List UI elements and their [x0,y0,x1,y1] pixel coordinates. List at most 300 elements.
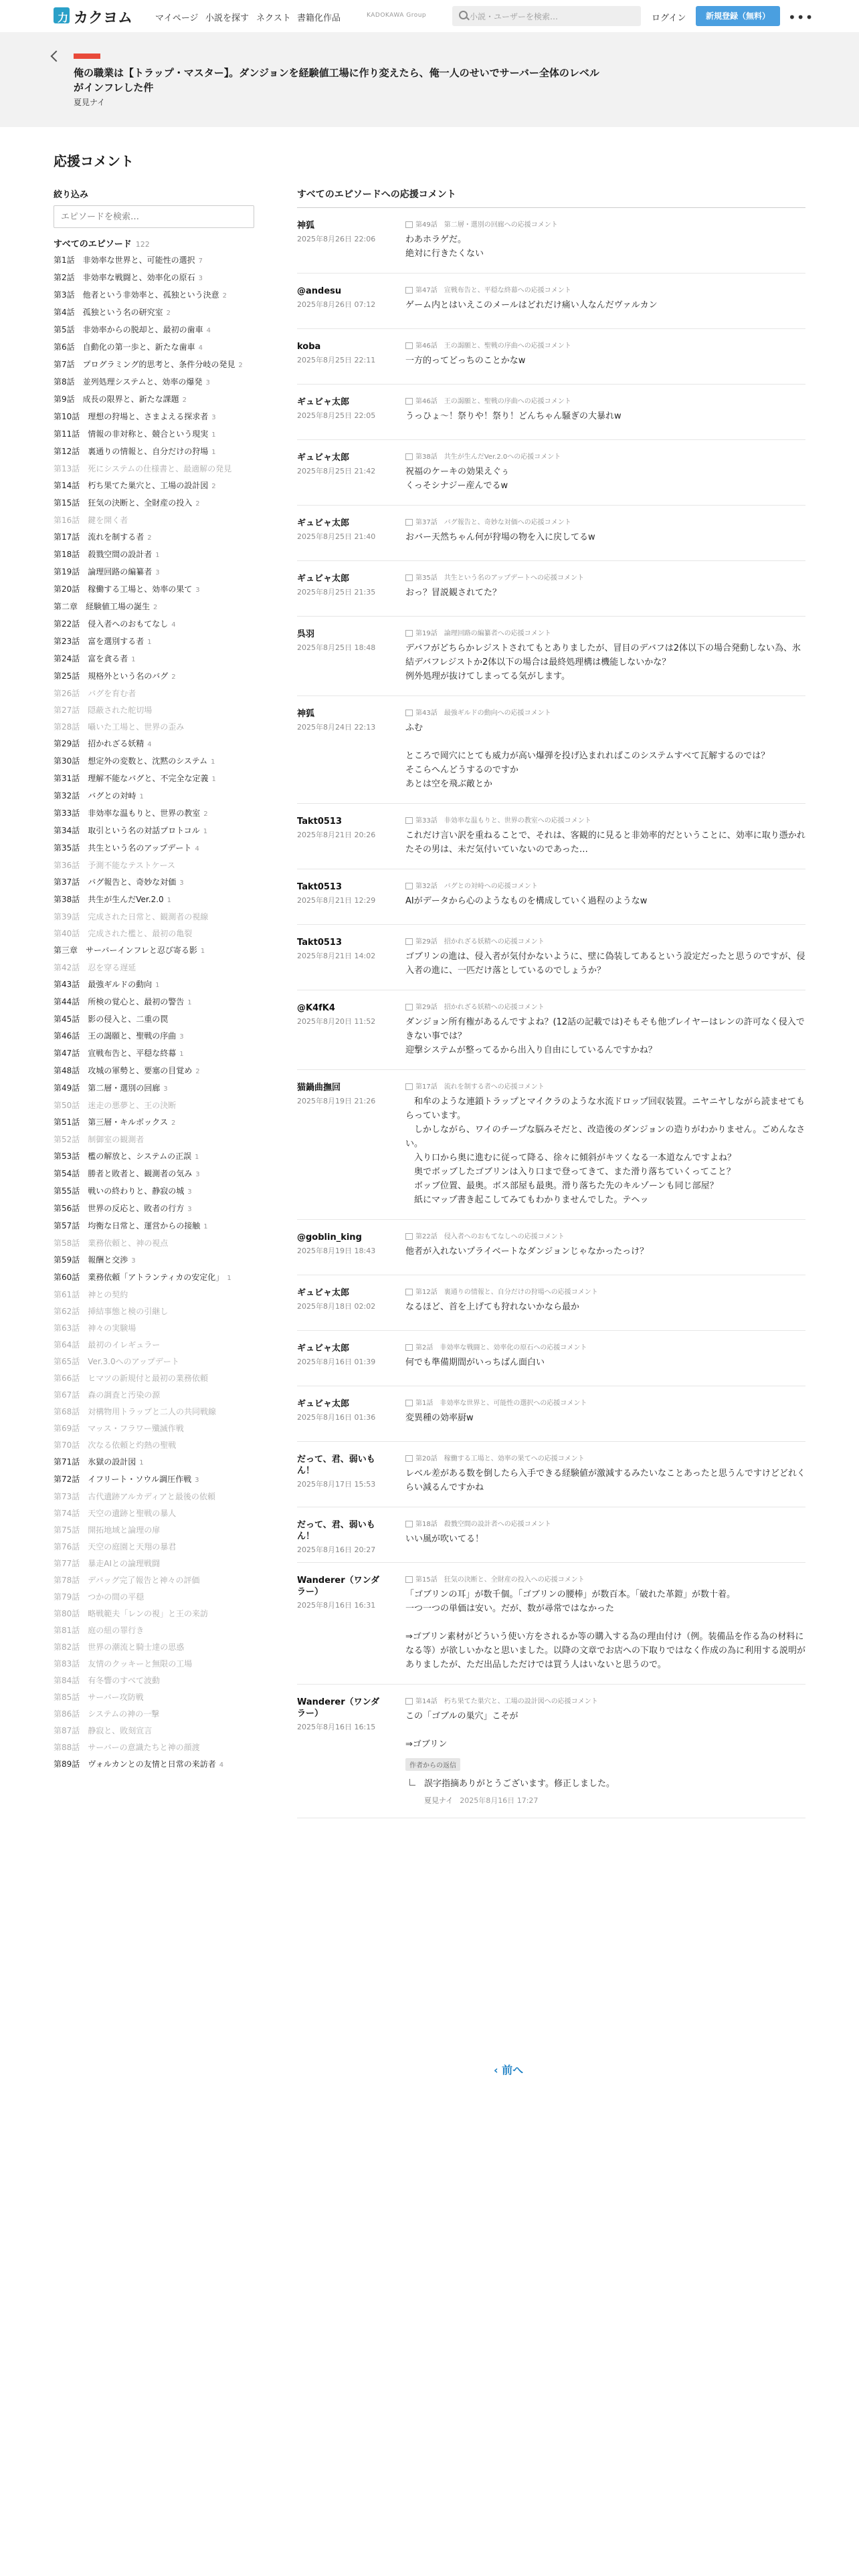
episode-filter-item[interactable] [54,1065,254,1077]
comment-user-name: ギュビャ太郎 [297,453,350,463]
episode-icon [405,710,413,716]
episode-filter-count: 2 [166,310,171,317]
episode-filter-item[interactable] [54,1608,254,1620]
episode-icon [405,817,413,824]
episode-filter-item[interactable] [54,1658,254,1670]
comment-episode-label: 第37話 バグ報告と、奇妙な対価への応援コメント [415,519,571,526]
episode-filter-item[interactable] [54,1440,254,1451]
comment-text: 和牟のような連鎖トラップとマイクラのような水流ドロップ回収装置。ニヤニヤしながら読ませてもらっています。 しかしながら、ワイのチープな脳みそだと、改造後のダンジョンの造りがわかりません。ごめんなさい。 入り口から奥に進むに従って降る、徐々に傾斜がキツくなる一本道なんですよね？ 奥でボッブしたゴブリンは入り口まで登ってきて、また滑り落ちていくってこと？ ボッブ位置、最奥。ボス部屋も最奥。滑り落ちた先のキルゾーンも同じ部屋？ 紙にマップ書き起こしてみてもわかりませんでした。テヘッ [405,1097,805,1205]
episode-filter-item[interactable] [54,255,254,267]
comment-user-name: 猫鍋曲撫回 [297,1083,341,1093]
episode-icon [405,883,413,889]
author-reply-name[interactable]: 夏見ナイ [424,1796,454,1805]
episode-filter-item[interactable] [54,515,254,526]
episode-filter-item[interactable] [54,1186,254,1198]
episode-filter-label: 第75話 開拓地域と論理の扉 [54,1525,161,1535]
episode-filter-label: 第27話 隠蔽された舵切場 [54,706,153,715]
episode-filter-item[interactable] [54,756,254,768]
episode-filter-label: 第84話 有冬響のすべて波動 [54,1676,161,1685]
episode-filter-item[interactable] [54,272,254,284]
episode-filter-label: 第2話 非効率な戦闘と、効率化の原石 [54,273,195,282]
episode-filter-item[interactable] [54,1759,254,1771]
comment-text: 何でも準備期間がいっちばん面白い [405,1358,545,1368]
episode-filter-count: 1 [211,431,216,439]
comment-date: 2025年8月19日 18:43 [297,1247,376,1255]
episode-filter-count: 1 [139,793,144,800]
episode-filter-count: 3 [179,1033,184,1041]
episode-filter-item[interactable] [54,307,254,319]
episode-filter-list [54,255,254,1771]
comment-episode-label: 第49話 第二層・選別の回廊への応援コメント [415,221,558,229]
page-title: 応援コメント [54,153,134,169]
comment-body [405,1001,805,1057]
episode-filter-count: 4 [206,327,211,334]
comment-episode-link[interactable] [405,1341,805,1352]
comment-body [405,880,805,908]
comment-episode-link[interactable] [405,395,805,405]
comment-date: 2025年8月16日 01:36 [297,1413,376,1422]
comment-user[interactable] [297,1232,384,1257]
comment-episode-link[interactable] [405,1286,805,1296]
comment-row [297,925,805,990]
episode-filter-count: 3 [211,414,216,421]
episode-filter-label: 第67話 森の調査と汚染の源 [54,1390,161,1400]
comment-user-name: ギュビャ太郎 [297,574,350,584]
episode-filter-item[interactable] [54,671,254,683]
episode-filter-label: 第3話 他者という非効率と、孤独という決意 [54,290,219,300]
episode-filter-label: 第4話 孤独という名の研究室 [54,308,163,317]
episode-filter-item[interactable] [54,843,254,855]
comment-episode-link[interactable] [405,516,805,526]
comment-body [405,284,805,312]
episode-filter-count: 1 [167,897,172,904]
episode-filter-count: 4 [171,621,176,629]
episode-filter-label: 第31話 理解不能なバグと、不完全な定義 [54,774,209,783]
episode-filter-label: 第37話 バグ報告と、奇妙な対価 [54,877,177,887]
episode-filter-item[interactable] [54,1048,254,1060]
comment-text: ふむ ところで岡穴にとても威力が高い爆弾を投げ込まれればこのシステムすべて瓦解するのでは？ そこらへんどうするのですか あとは空を飛ぶ敵とか [405,723,770,789]
episode-filter-item[interactable] [54,1168,254,1180]
comment-user-name: だって、君、弱いもん！ [297,1520,375,1541]
episode-filter-item[interactable] [54,1508,254,1519]
comment-user[interactable] [297,881,384,906]
episode-filter-label: 第48話 攻城の軍勢と、要塞の目覚め [54,1066,193,1075]
episode-filter-item[interactable] [54,722,254,733]
comment-user-name: @K4fK4 [297,1003,335,1013]
episode-filter-item[interactable] [54,324,254,336]
episode-filter-count: 3 [187,1188,192,1196]
comment-episode-label: 第43話 最強ギルドの動向への応援コメント [415,710,551,717]
comment-user-name: 神狐 [297,709,315,719]
kakuyomu-logo-mark[interactable]: 力 [54,7,70,23]
episode-filter-label: 第87話 静寂と、敗刻宣言 [54,1726,153,1735]
comment-episode-label: 第15話 狂気の決断と、全財産の投入への応援コメント [415,1576,585,1584]
comment-episode-label: 第29話 招かれざる妖精への応援コメント [415,938,545,946]
episode-filter-item[interactable] [54,1339,254,1351]
episode-filter-item[interactable] [54,290,254,302]
episode-filter-item[interactable] [54,705,254,716]
comment-episode-label: 第22話 侵入者へのおもてなしへの応援コメント [415,1233,565,1241]
episode-filter-count: 4 [195,845,199,853]
episode-filter-item[interactable] [54,1306,254,1317]
comment-user[interactable] [297,708,384,733]
episode-filter-label: 第6話 自動化の第一歩と、新たな歯車 [54,342,195,352]
episode-filter-label: 第25話 規格外という名のバグ [54,671,169,681]
episode-filter-count: 3 [205,379,210,387]
episode-filter-item[interactable] [54,688,254,700]
comment-episode-link[interactable] [405,1230,805,1241]
comment-episode-link[interactable] [405,1695,805,1705]
episode-filter-item[interactable] [54,1558,254,1570]
episode-filter-item[interactable] [54,1642,254,1653]
episode-icon [405,1400,413,1406]
signup-button[interactable]: 新規登録（無料） [696,6,780,26]
episode-filter-item[interactable] [54,962,254,974]
episode-filter-label: 第73話 古代遺跡アルカディアと最後の依頼 [54,1492,215,1501]
episode-filter-item[interactable] [54,1238,254,1249]
comment-user[interactable] [297,1002,384,1027]
comment-user[interactable] [297,452,384,477]
episode-filter-item[interactable] [54,1575,254,1586]
episode-filter-item[interactable] [54,894,254,906]
comment-episode-link[interactable] [405,340,805,350]
episode-filter-item[interactable] [54,911,254,923]
episode-filter-count: 3 [195,1171,200,1178]
comment-episode-link[interactable] [405,627,805,637]
episode-filter-item[interactable] [54,1117,254,1129]
episode-filter-item[interactable] [54,1100,254,1111]
search-placeholder[interactable]: 小説・ユーザーを検索… [470,12,559,21]
episode-filter-item[interactable] [54,1725,254,1737]
prev-page-link[interactable]: ‹ 前へ [494,2064,524,2076]
episode-filter-item[interactable] [54,480,254,492]
episode-filter-item[interactable] [54,945,254,957]
episode-filter-item[interactable] [54,790,254,802]
episode-filter-count: 2 [171,1119,176,1127]
back-arrow-icon[interactable] [51,51,62,62]
episode-filter-item[interactable] [54,1255,254,1267]
comment-user-name: ギュビャ太郎 [297,1344,350,1354]
comment-text: ダンジョン所有権があるんですよね？(12話の記載では)そもそも他プレイヤーはレンの許可なく侵入できない事では？ 迎撃システムが整ってるから出入り自由にしているんですかね？ [405,1017,805,1055]
author-reply-text: 誤字指摘ありがとうございます。修正しました。 [424,1779,615,1789]
episode-filter-label: 第三章 サーバーインフレと忍び寄る影 [54,946,197,955]
episode-filter-item[interactable] [54,584,254,596]
episode-filter-item[interactable] [54,429,254,441]
login-link[interactable]: ログイン [652,13,686,23]
episode-filter-all[interactable] [54,237,254,249]
episode-filter-item[interactable] [54,446,254,458]
comment-user[interactable] [297,1697,384,1733]
comment-text: これだけ言い訳を重ねることで、それは、客観的に見ると非効率的だということに、効率に取り憑かれたその男は、未だ気付いていないのであった… [405,831,805,855]
comment-episode-link[interactable] [405,1518,805,1528]
episode-filter-label: 第40話 完成された檻と、最初の亀裂 [54,929,193,938]
nav-next[interactable]: ネクスト [256,13,291,23]
episode-filter-item[interactable] [54,1083,254,1095]
comment-row [297,1386,805,1442]
episode-filter-count: 1 [200,948,205,955]
comment-body [405,1695,805,1806]
episode-search-input[interactable] [54,205,254,228]
episode-filter-item[interactable] [54,1675,254,1687]
episode-filter-count: 1 [155,552,160,559]
comment-user[interactable] [297,1519,384,1555]
episode-filter-label: 第62話 挿結事態と検の引継し [54,1307,169,1316]
comment-episode-link[interactable] [405,1574,805,1584]
comment-user[interactable] [297,1398,384,1423]
episode-filter-label: 第39話 完成された日常と、観測者の視線 [54,912,209,922]
episode-icon [405,1289,413,1295]
comment-episode-link[interactable] [405,451,805,461]
episode-filter-item[interactable] [54,1491,254,1503]
comment-user[interactable] [297,220,384,245]
comment-row [297,385,805,440]
episode-filter-label: 第69話 マッス・フラワー殲滅作戦 [54,1424,184,1433]
episode-filter-item[interactable] [54,1423,254,1434]
episode-filter-count: 1 [203,1223,208,1230]
episode-icon [405,1698,413,1705]
episode-filter-item[interactable] [54,566,254,578]
comment-row [297,1331,805,1386]
episode-filter-item[interactable] [54,996,254,1008]
episode-filter-label: 第78話 デバッグ完了報告と神々の評価 [54,1576,200,1585]
episode-filter-item[interactable] [54,1625,254,1636]
episode-filter-item[interactable] [54,1474,254,1486]
episode-filter-label: 第58話 業務依頼と、神の視点 [54,1239,169,1248]
episode-filter-count: 3 [195,1477,199,1484]
episode-filter-item[interactable] [54,1457,254,1469]
comment-episode-link[interactable] [405,284,805,294]
nav-mypage[interactable]: マイページ [155,13,199,23]
comment-row [297,440,805,506]
episode-filter-label: 第22話 侵入者へのおもてなし [54,619,169,629]
episode-filter-label: 第50話 迷走の悪夢と、王の決断 [54,1101,177,1110]
episode-filter-item[interactable] [54,532,254,544]
episode-filter-item[interactable] [54,619,254,631]
comment-user[interactable] [297,518,384,542]
episode-filter-item[interactable] [54,1742,254,1753]
episode-filter-label: 第20話 稼働する工場と、効率の果て [54,584,193,594]
comment-date: 2025年8月25日 21:40 [297,532,376,541]
author-reply [405,1778,805,1806]
episode-icon [405,453,413,460]
comment-row [297,561,805,617]
comment-episode-link[interactable] [405,936,805,946]
episode-filter-label: 第43話 最強ギルドの動向 [54,980,153,989]
episode-filter-item[interactable] [54,738,254,750]
episode-filter-item[interactable] [54,601,254,613]
episode-filter-item[interactable] [54,1134,254,1146]
comment-text: 変異種の効率厨w [405,1413,474,1423]
comment-user[interactable] [297,286,384,310]
episode-filter-count: 2 [222,292,227,300]
episode-filter-item[interactable] [54,979,254,991]
episode-filter-item[interactable] [54,653,254,665]
episode-filter-label: 第29話 招かれざる妖精 [54,739,145,748]
comment-date: 2025年8月25日 18:48 [297,643,376,652]
nav-published-works[interactable]: 書籍化作品 [297,13,341,23]
episode-filter-item[interactable] [54,1592,254,1603]
episode-filter-item[interactable] [54,359,254,371]
episode-filter-count: 2 [195,1068,200,1075]
episode-filter-item[interactable] [54,860,254,871]
comment-user-name: Takt0513 [297,938,343,948]
comment-episode-link[interactable] [405,572,805,582]
episode-filter-item[interactable] [54,342,254,354]
comment-text: ゲーム内とはいえこのメールはどれだけ痛い人なんだヴァルカン [405,300,658,310]
comment-date: 2025年8月24日 22:13 [297,723,376,732]
comment-episode-link[interactable] [405,1001,805,1011]
episode-filter-item[interactable] [54,1692,254,1703]
comment-episode-link[interactable] [405,219,805,229]
top-nav [0,0,859,33]
episode-filter-item[interactable] [54,1031,254,1043]
comment-row [297,990,805,1070]
episode-filter-item[interactable] [54,411,254,423]
episode-filter-item[interactable] [54,1289,254,1301]
comment-row [297,1070,805,1220]
episode-filter-item[interactable] [54,1014,254,1025]
comment-date: 2025年8月16日 16:31 [297,1601,376,1610]
episode-filter-item[interactable] [54,1356,254,1368]
episode-filter-item[interactable] [54,549,254,561]
comment-body [405,219,805,261]
comment-user[interactable] [297,1343,384,1368]
episode-filter-item[interactable] [54,1541,254,1553]
episode-filter-label: 第二章 経験値工場の誕生 [54,602,151,611]
comment-list-heading: すべてのエピソードへの応援コメント [297,187,805,208]
comment-row [297,804,805,869]
comment-user[interactable] [297,816,384,841]
comment-body [405,936,805,978]
episode-icon [405,519,413,526]
episode-filter-item[interactable] [54,808,254,820]
episode-filter-item[interactable] [54,1203,254,1215]
episode-filter-item[interactable] [54,1390,254,1401]
comment-date: 2025年8月25日 21:42 [297,467,376,475]
episode-filter-item[interactable] [54,1406,254,1418]
comment-user[interactable] [297,1082,384,1107]
prev-page-label: 前へ [502,2064,524,2076]
comment-episode-link[interactable] [405,815,805,825]
comment-user-name: @goblin_king [297,1232,362,1243]
comment-user[interactable] [297,937,384,962]
comment-row [297,208,805,274]
episode-filter-label: 第8話 並列処理システムと、効率の爆発 [54,377,203,387]
episode-filter-count: 7 [198,257,203,265]
episode-filter-item[interactable] [54,1151,254,1163]
episode-filter-item[interactable] [54,1323,254,1334]
comment-episode-link[interactable] [405,1453,805,1463]
comment-body [405,395,805,423]
kakuyomu-logo[interactable]: カクヨム [74,10,133,27]
episode-filter-item[interactable] [54,636,254,648]
episode-filter-item[interactable] [54,463,254,475]
comment-date: 2025年8月21日 12:29 [297,896,376,905]
episode-filter-label: 第23話 富を選別する者 [54,637,145,646]
episode-filter-item[interactable] [54,1272,254,1284]
comment-user[interactable] [297,341,384,366]
comment-episode-link[interactable] [405,880,805,890]
comment-user-name: ギュビャ太郎 [297,1399,350,1409]
more-menu-icon[interactable]: ••• [788,9,814,25]
episode-filter-label: 第19話 論理回路の編纂者 [54,567,153,576]
episode-filter-item[interactable] [54,1709,254,1720]
comment-user-name: Wanderer（ワンダラー） [297,1697,380,1719]
comment-date: 2025年8月20日 11:52 [297,1017,376,1026]
comment-episode-link[interactable] [405,1081,805,1091]
episode-icon [405,574,413,581]
episode-filter-item[interactable] [54,825,254,837]
comment-user[interactable] [297,1287,384,1312]
comment-user[interactable] [297,397,384,421]
episode-filter-count: 1 [211,449,216,456]
comment-user-name: Takt0513 [297,817,343,827]
reply-arrow-icon [409,1779,415,1786]
comment-episode-link[interactable] [405,707,805,717]
episode-filter-item[interactable] [54,394,254,406]
comment-text: なるほど、首を上げても狩れないかなら最か [405,1302,580,1312]
episode-filter-count: 3 [187,1206,192,1213]
kadokawa-group-logo: KADOKAWA Group [367,12,427,19]
comment-user[interactable] [297,629,384,653]
comment-user-name: Takt0513 [297,882,343,892]
episode-filter-count: 1 [211,758,215,766]
comment-row [297,329,805,385]
episode-filter-count: 3 [131,1257,136,1265]
comment-episode-label: 第2話 非効率な戦闘と、効率化の原石への応援コメント [415,1344,587,1352]
episode-filter-label: 第70話 次なる依頼と灼熱の聖戦 [54,1440,177,1450]
episode-filter-item[interactable] [54,877,254,889]
comment-body [405,572,805,600]
episode-filter-item[interactable] [54,377,254,389]
episode-filter-count: 4 [147,741,152,748]
filter-sidebar [54,187,254,1771]
comment-date: 2025年8月25日 22:11 [297,356,376,364]
episode-filter-item[interactable] [54,1525,254,1536]
work-title[interactable]: 俺の職業は【トラップ・マスター】。ダンジョンを経験値工場に作り変えたら、俺一人のせいでサーバー全体のレベルがインフレした件 [74,67,599,94]
episode-filter-item[interactable] [54,1373,254,1384]
comment-user-name: @andesu [297,286,342,296]
episode-filter-count: 1 [211,776,216,783]
episode-filter-item[interactable] [54,928,254,940]
comment-episode-label: 第29話 招かれざる妖精への応援コメント [415,1004,545,1011]
comment-row [297,506,805,561]
episode-icon [405,1004,413,1010]
comment-user[interactable] [297,1454,384,1490]
comment-date: 2025年8月21日 20:26 [297,831,376,839]
work-author[interactable]: 夏見ナイ [74,98,106,107]
comment-episode-label: 第19話 論理回路の編纂者への応援コメント [415,630,551,637]
episode-filter-count: 1 [179,1051,184,1058]
episode-filter-label: 第76話 天空の庭園と天翔の暴君 [54,1542,177,1551]
episode-filter-item[interactable] [54,1220,254,1232]
episode-icon [405,342,413,349]
comment-body [405,1397,805,1425]
episode-filter-item[interactable] [54,498,254,510]
comment-episode-link[interactable] [405,1397,805,1407]
nav-search-novels[interactable]: 小説を探す [205,13,250,23]
episode-filter-count: 3 [155,569,160,576]
episode-filter-label: 第89話 ヴォルカンとの友情と日常の来訪者 [54,1759,216,1769]
comment-user[interactable] [297,1575,384,1611]
comment-row [297,869,805,925]
comment-user[interactable] [297,573,384,598]
episode-filter-label: 第15話 狂気の決断と、全財産の投入 [54,498,193,508]
comment-body [405,516,805,544]
episode-filter-item[interactable] [54,773,254,785]
work-header [0,32,859,127]
episode-filter-count: 1 [155,982,160,989]
